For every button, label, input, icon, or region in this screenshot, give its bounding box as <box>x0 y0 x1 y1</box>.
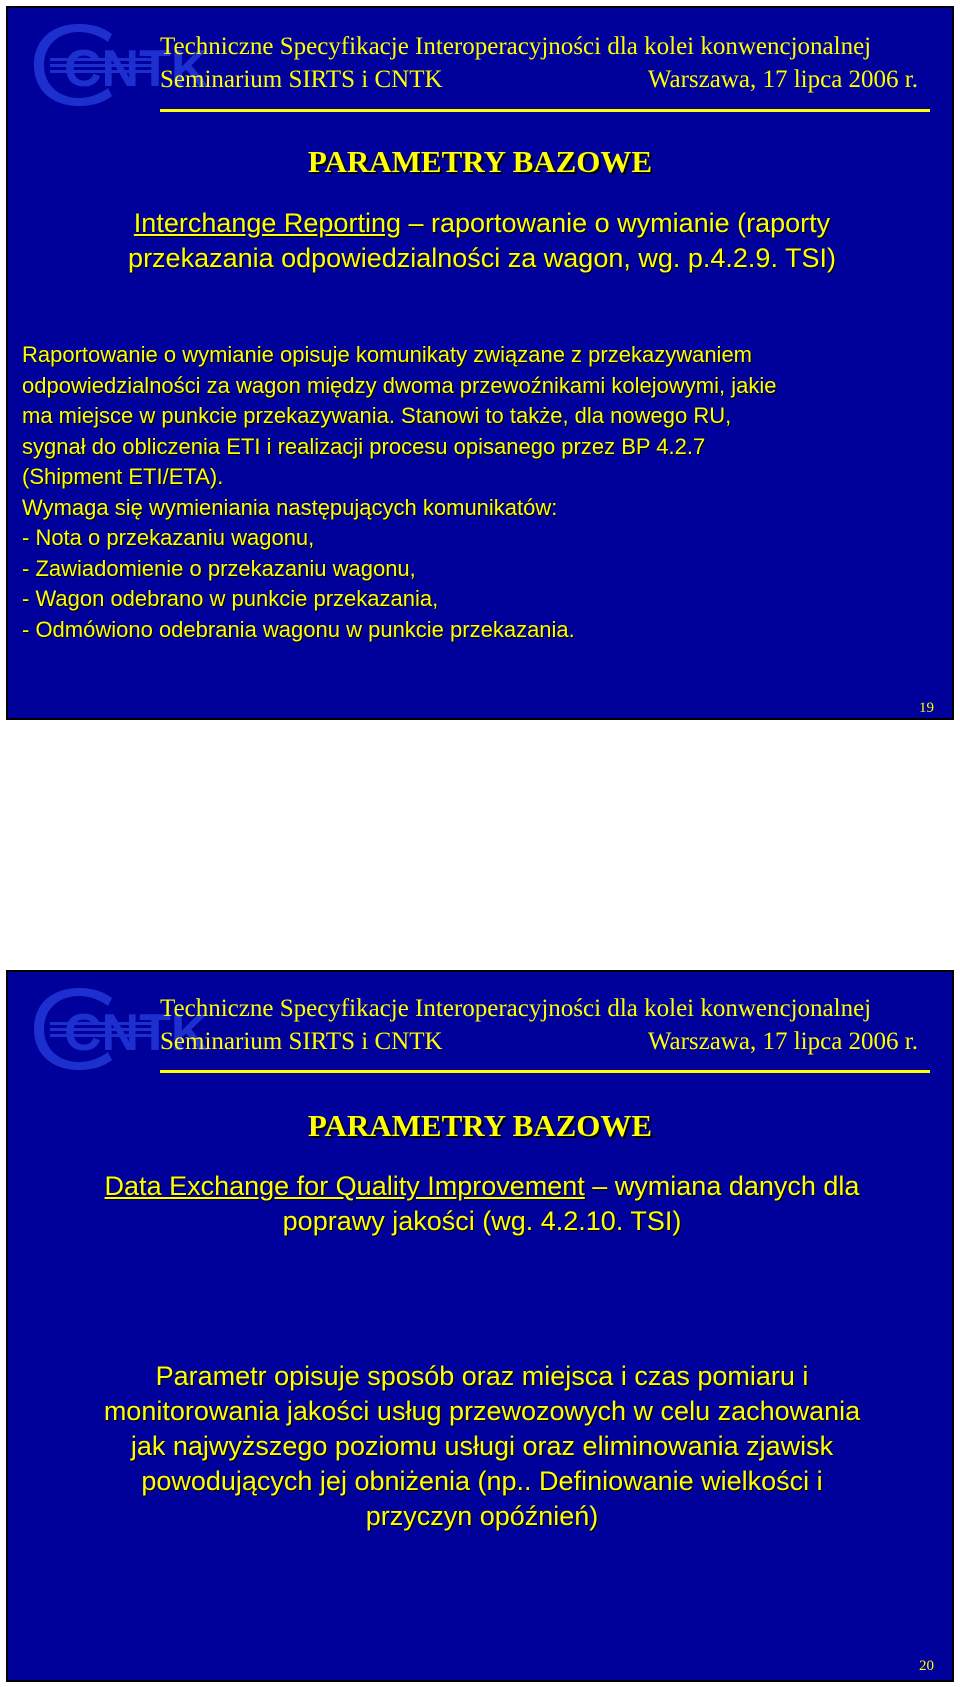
body-line: Parametr opisuje sposób oraz miejsca i czas pomiaru i <box>155 1361 809 1391</box>
body-line: (Shipment ETI/ETA). <box>22 464 224 489</box>
slide-subtitle <box>28 206 936 276</box>
header-seminar: Seminarium SIRTS i CNTK <box>160 66 443 93</box>
slide-body <box>18 1359 946 1534</box>
svg-text:CNTK: CNTK <box>64 40 209 98</box>
body-line: sygnał do obliczenia ETI i realizacji procesu opisanego przez BP 4.2.7 <box>22 433 706 459</box>
body-line: Wymaga się wymieniania następujących komunikatów: <box>22 494 558 520</box>
subtitle-term: Interchange Reporting <box>133 208 401 238</box>
list-item: - Odmówiono odebrania wagonu w punkcie przekazania. <box>22 616 575 642</box>
body-line: przyczyn opóźnień) <box>365 1501 599 1531</box>
body-line: powodujących jej obniżenia (np.. Definiowanie wielkości i <box>141 1466 823 1496</box>
slide-19 <box>6 6 954 720</box>
header-seminar: Seminarium SIRTS i CNTK <box>160 1028 443 1055</box>
list-item: - Nota o przekazaniu wagonu, <box>22 525 315 550</box>
subtitle-line2: przekazania odpowiedzialności za wagon, wg. p.4.2.9. TSI) <box>128 243 836 273</box>
svg-text:CNTK: CNTK <box>64 1004 209 1062</box>
cntk-logo <box>24 982 209 1077</box>
page-number: 19 <box>919 700 934 716</box>
header-rule <box>160 109 930 112</box>
body-line: odpowiedzialności za wagon między dwoma przewoźnikami kolejowymi, jakie <box>22 372 777 398</box>
body-line: Raportowanie o wymianie opisuje komunikaty związane z przekazywaniem <box>22 342 753 367</box>
cntk-logo <box>24 18 209 113</box>
subtitle-rest: – wymiana danych dla <box>584 1171 860 1201</box>
slide-header <box>160 992 918 1058</box>
list-item: - Zawiadomienie o przekazaniu wagonu, <box>22 555 416 581</box>
subtitle-line2: poprawy jakości (wg. 4.2.10. TSI) <box>282 1206 682 1236</box>
body-line: ma miejsce w punkcie przekazywania. Stanowi to także, dla nowego RU, <box>22 403 732 428</box>
subtitle-rest: – raportowanie o wymianie (raporty <box>400 208 831 238</box>
slide-body <box>22 340 942 645</box>
header-title: Techniczne Specyfikacje Interoperacyjności dla kolei konwencjonalnej <box>160 33 872 60</box>
slide-title: PARAMETRY BAZOWE <box>307 1108 653 1143</box>
body-line: monitorowania jakości usług przewozowych w celu zachowania <box>103 1396 861 1426</box>
slide-title: PARAMETRY BAZOWE <box>307 144 653 179</box>
slide-subtitle <box>28 1169 936 1239</box>
header-rule <box>160 1070 930 1073</box>
slide-20 <box>6 970 954 1682</box>
header-title: Techniczne Specyfikacje Interoperacyjności dla kolei konwencjonalnej <box>160 995 872 1022</box>
page-number: 20 <box>919 1658 934 1674</box>
list-item: - Wagon odebrano w punkcie przekazania, <box>22 586 439 611</box>
header-place-date: Warszawa, 17 lipca 2006 r. <box>647 66 918 93</box>
body-line: jak najwyższego poziomu usługi oraz eliminowania zjawisk <box>130 1431 834 1461</box>
header-place-date: Warszawa, 17 lipca 2006 r. <box>647 1028 918 1055</box>
slide-header <box>160 30 918 96</box>
subtitle-term: Data Exchange for Quality Improvement <box>104 1171 585 1201</box>
